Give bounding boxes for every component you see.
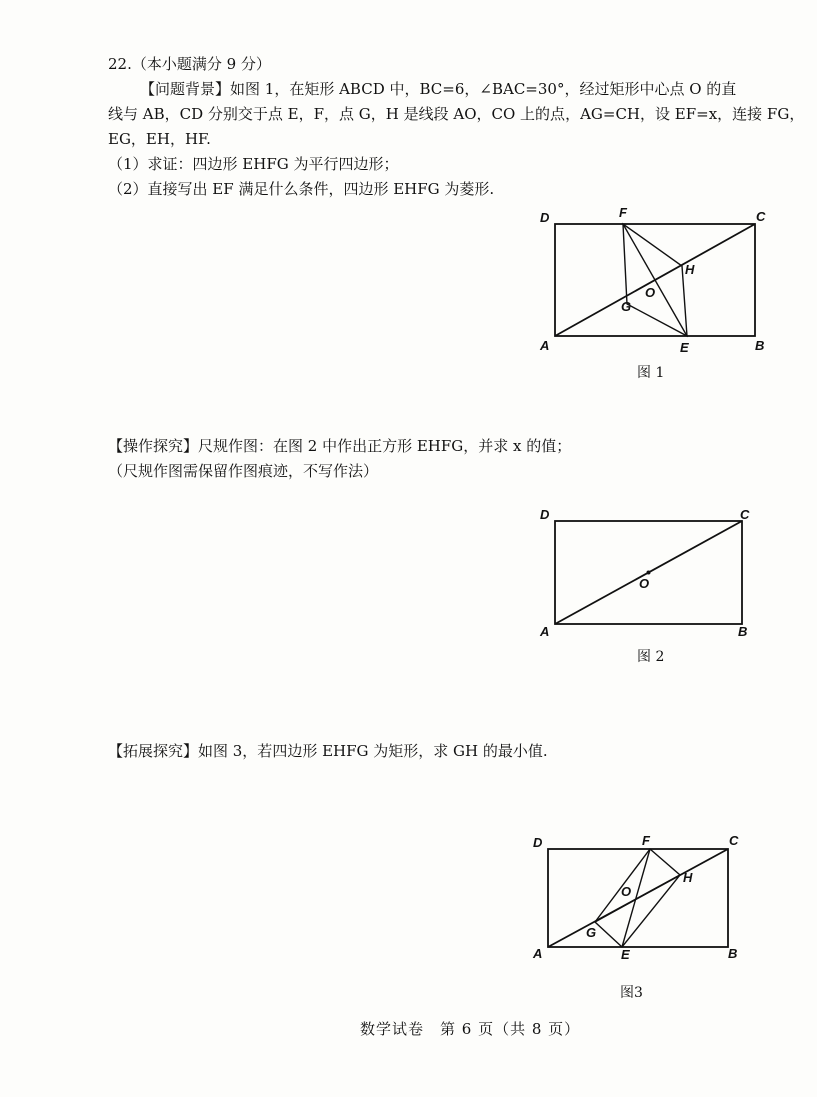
fig1-label-g: G — [621, 299, 632, 314]
background-line-1 — [140, 78, 736, 100]
operate-line-1: 【操作探究】尺规作图：在图 2 中作出正方形 EHFG，并求 x 的值； — [108, 437, 572, 455]
fig3-label-e: E — [621, 947, 630, 962]
figure-3 — [525, 825, 755, 974]
fig1-label-a: A — [540, 338, 550, 353]
fig3-label-a: A — [533, 946, 543, 961]
background-line-2: 线与 AB，CD 分别交于点 E，F，点 G，H 是线段 AO，CO 上的点，AG=CH，设 EF=x，连接 FG， — [108, 105, 805, 123]
fig1-label-b: B — [755, 338, 765, 353]
fig1-label-h: H — [685, 262, 695, 277]
question-2: （2）直接写出 EF 满足什么条件，四边形 EHFG 为菱形. — [108, 180, 495, 198]
fig2-label-d: D — [540, 507, 550, 522]
fig2-label-o: O — [639, 576, 650, 591]
fig3-label-o: O — [621, 884, 632, 899]
fig3-label-f: F — [642, 833, 650, 848]
fig2-label-c: C — [740, 507, 750, 522]
background-line-3: EG，EH，HF. — [108, 130, 211, 148]
figure-1 — [530, 200, 780, 364]
background-text-1: 如图 1，在矩形 ABCD 中，BC=6，∠BAC=30°，经过矩形中心点 O 的直 — [230, 80, 737, 98]
fig2-label-a: A — [540, 624, 550, 639]
fig1-label-o: O — [645, 285, 656, 300]
fig2-label-b: B — [738, 624, 748, 639]
fig3-label-g: G — [586, 925, 597, 940]
fig1-label-e: E — [680, 340, 689, 355]
fig1-label-d: D — [540, 210, 550, 225]
fig3-label-h: H — [683, 870, 693, 885]
figure-2-svg — [530, 500, 770, 645]
fig1-label-f: F — [619, 205, 627, 220]
question-1: （1）求证：四边形 EHFG 为平行四边形； — [108, 155, 399, 173]
figure-2-caption: 图 2 — [637, 649, 665, 665]
figure-2 — [530, 500, 770, 649]
background-tag: 【问题背景】 — [140, 80, 231, 98]
extend-line-1: 【拓展探究】如图 3，若四边形 EHFG 为矩形，求 GH 的最小值. — [108, 742, 548, 760]
fig3-label-c: C — [729, 833, 739, 848]
figure-3-svg — [525, 825, 755, 970]
fig1-label-c: C — [756, 209, 766, 224]
figure-1-svg — [530, 200, 780, 360]
figure-3-caption: 图3 — [620, 985, 643, 1001]
figure-1-caption: 图 1 — [637, 365, 665, 381]
problem-header: 22.（本小题满分 9 分） — [108, 55, 271, 73]
fig3-label-b: B — [728, 946, 738, 961]
page-footer: 数学试卷 第 6 页（共 8 页） — [360, 1020, 581, 1038]
fig3-label-d: D — [533, 835, 543, 850]
operate-line-2: （尺规作图需保留作图痕迹，不写作法） — [108, 462, 379, 480]
